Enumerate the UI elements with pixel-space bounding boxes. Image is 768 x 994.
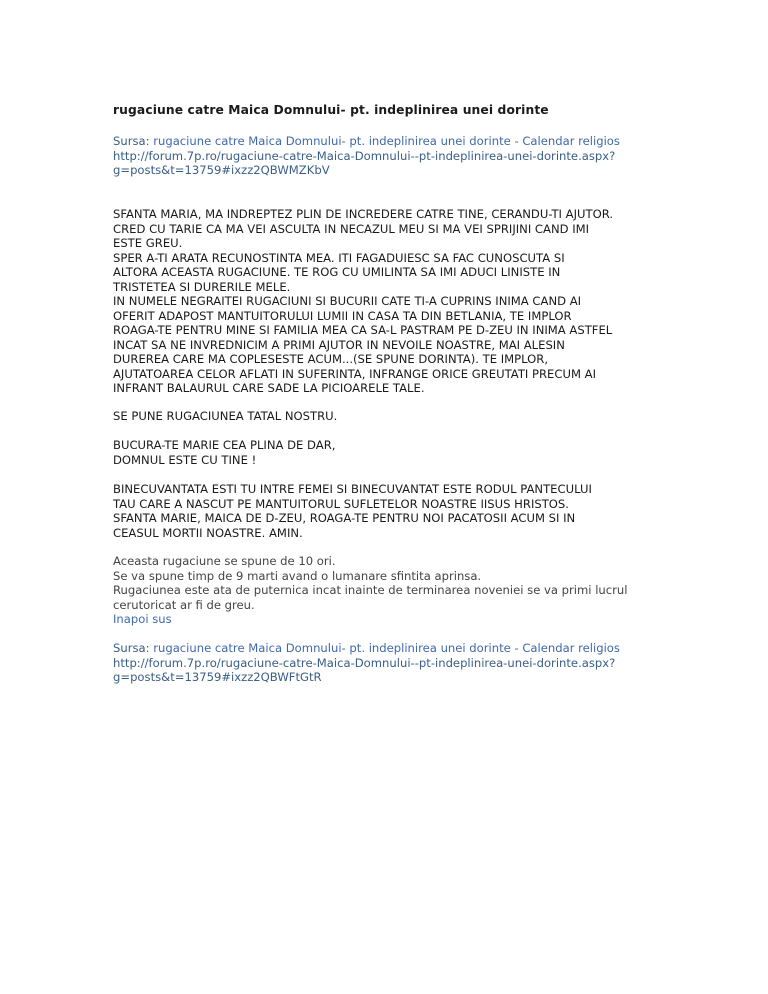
source-url-line1[interactable]: http://forum.7p.ro/rugaciune-catre-Maica-Domnului--pt-indeplinirea-unei-dorinte.aspx? [113, 148, 616, 163]
source-block-bottom [113, 641, 620, 685]
text-line: BINECUVANTATA ESTI TU INTRE FEMEI SI BINECUVANTAT ESTE RODUL PANTECULUI [113, 482, 592, 496]
source-link-title[interactable]: rugaciune catre Maica Domnului- pt. indeplinirea unei dorinte - Calendar religios [153, 134, 620, 148]
source-block-top [113, 134, 620, 178]
page-title: rugaciune catre Maica Domnului- pt. indeplinirea unei dorinte [113, 103, 549, 117]
text-line: DUREREA CARE MA COPLESESTE ACUM...(SE SPUNE DORINTA). TE IMPLOR, [113, 352, 549, 366]
text-line: cerutoricat ar fi de greu. [113, 597, 255, 612]
text-line: BUCURA-TE MARIE CEA PLINA DE DAR, [113, 438, 336, 452]
text-line: ESTE GREU. [113, 236, 183, 250]
instructions-paragraph [113, 554, 627, 627]
back-to-top-link[interactable]: Inapoi sus [113, 612, 172, 626]
text-line: SPER A-TI ARATA RECUNOSTINTA MEA. ITI FAGADUIESC SA FAC CUNOSCUTA SI [113, 250, 565, 265]
source-url-line2[interactable]: g=posts&t=13759#ixzz2QBWFtGtR [113, 670, 322, 684]
source-label: Sursa: [113, 134, 150, 148]
text-line: TRISTETEA SI DURERILE MELE. [113, 279, 291, 294]
text-line: Se va spune timp de 9 marti avand o lumanare sfintita aprinsa. [113, 568, 482, 583]
text-line: INCAT SA NE INVREDNICIM A PRIMI AJUTOR IN NEVOILE NOASTRE, MAI ALESIN [113, 337, 565, 352]
text-line: Aceasta rugaciune se spune de 10 ori. [113, 554, 336, 568]
text-line: INFRANT BALAURUL CARE SADE LA PICIOARELE TALE. [113, 381, 425, 395]
text-line: OFERIT ADAPOST MANTUITORULUI LUMII IN CASA TA DIN BETLANIA, TE IMPLOR [113, 308, 572, 323]
source-label: Sursa: [113, 641, 150, 655]
text-line: CRED CU TARIE CA MA VEI ASCULTA IN NECAZUL MEU SI MA VEI SPRIJINI CAND IMI [113, 221, 590, 236]
text-line: TAU CARE A NASCUT PE MANTUITORUL SUFLETELOR NOASTRE IISUS HRISTOS. [113, 496, 569, 511]
text-line: DOMNUL ESTE CU TINE ! [113, 452, 257, 467]
text-line: AJUTATOAREA CELOR AFLATI IN SUFERINTA, INFRANGE ORICE GREUTATI PRECUM AI [113, 366, 596, 381]
source-link-title[interactable]: rugaciune catre Maica Domnului- pt. indeplinirea unei dorinte - Calendar religios [153, 641, 620, 655]
text-line: IN NUMELE NEGRAITEI RUGACIUNI SI BUCURII CATE TI-A CUPRINS INIMA CAND AI [113, 294, 582, 308]
source-url-line1[interactable]: http://forum.7p.ro/rugaciune-catre-Maica-Domnului--pt-indeplinirea-unei-dorinte.aspx? [113, 655, 616, 670]
text-line: SFANTA MARIA, MA INDREPTEZ PLIN DE INCREDERE CATRE TINE, CERANDU-TI AJUTOR. [113, 207, 614, 221]
text-line: CEASUL MORTII NOASTRE. AMIN. [113, 525, 303, 540]
binecuvantata-paragraph [113, 482, 592, 540]
text-line: Rugaciunea este ata de puternica incat inainte de terminarea noveniei se va primi lucrul [113, 583, 628, 597]
prayer-paragraph [113, 207, 613, 396]
text-line: ROAGA-TE PENTRU MINE SI FAMILIA MEA CA SA-L PASTRAM PE D-ZEU IN INIMA ASTFEL [113, 323, 613, 337]
source-url-line2[interactable]: g=posts&t=13759#ixzz2QBWMZKbV [113, 163, 330, 177]
text-line: ALTORA ACEASTA RUGACIUNE. TE ROG CU UMILINTA SA IMI ADUCI LINISTE IN [113, 265, 561, 279]
tatal-nostru-line: SE PUNE RUGACIUNEA TATAL NOSTRU. [113, 409, 338, 423]
bucura-te-paragraph [113, 438, 335, 467]
text-line: SFANTA MARIE, MAICA DE D-ZEU, ROAGA-TE PENTRU NOI PACATOSII ACUM SI IN [113, 511, 576, 525]
